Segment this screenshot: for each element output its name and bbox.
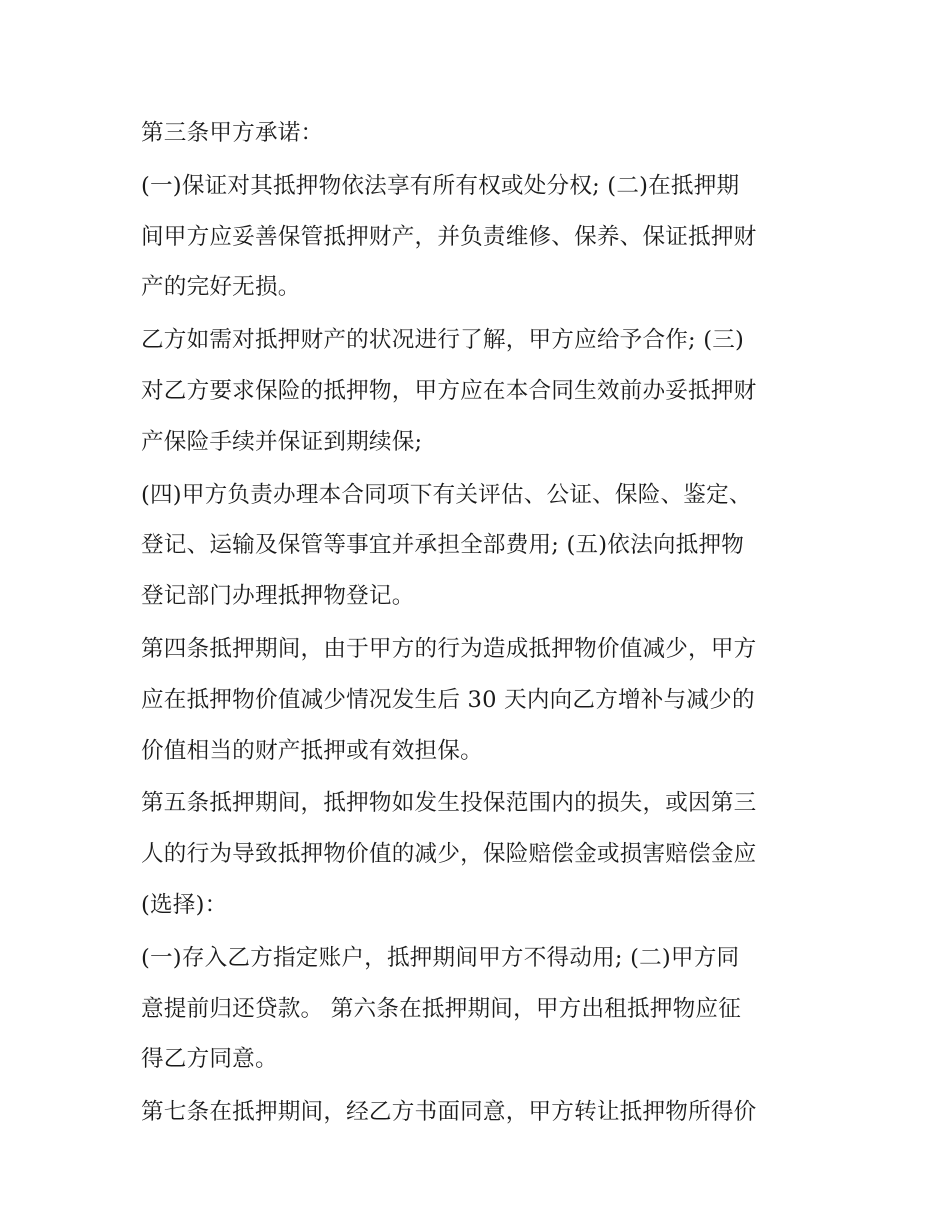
text-line: 价值相当的财产抵押或有效担保。 xyxy=(141,737,483,764)
text-line: (四)甲方负责办理本合同项下有关评估、公证、保险、鉴定、 xyxy=(141,481,752,508)
text-line: 产保险手续并保证到期续保; xyxy=(141,428,423,455)
text-line: 应在抵押物价值减少情况发生后 30 天内向乙方增补与减少的 xyxy=(141,686,755,713)
text-line: 登记、运输及保管等事宜并承担全部费用; (五)依法向抵押物 xyxy=(141,532,745,559)
text-line: 人的行为导致抵押物价值的减少，保险赔偿金或损害赔偿金应 xyxy=(141,841,757,868)
paragraph-article-5-options-and-article-6 xyxy=(141,933,815,1085)
text-line: 对乙方要求保险的抵押物，甲方应在本合同生效前办妥抵押财 xyxy=(141,377,757,404)
text-line: 意提前归还贷款。 第六条在抵押期间，甲方出租抵押物应征 xyxy=(141,995,742,1022)
text-line: 第七条在抵押期间，经乙方书面同意，甲方转让抵押物所得价 xyxy=(141,1099,757,1126)
text-line: 产的完好无损。 xyxy=(141,274,301,301)
text-line: 登记部门办理抵押物登记。 xyxy=(141,583,415,610)
paragraph-article-3-items-4-5 xyxy=(141,470,815,622)
paragraph-article-3-heading xyxy=(141,108,815,159)
paragraph-article-3-item-3 xyxy=(141,315,815,467)
text-line: (一)保证对其抵押物依法享有所有权或处分权; (二)在抵押期 xyxy=(141,172,740,199)
text-line: 第三条甲方承诺： xyxy=(141,120,324,146)
text-line: 间甲方应妥善保管抵押财产，并负责维修、保养、保证抵押财 xyxy=(141,223,757,250)
text-line: (选择)： xyxy=(141,891,228,918)
paragraph-article-5 xyxy=(141,778,815,930)
paragraph-article-4 xyxy=(141,624,815,776)
text-line: 第五条抵押期间，抵押物如发生投保范围内的损失，或因第三 xyxy=(141,790,757,817)
paragraph-article-7 xyxy=(141,1087,815,1138)
text-line: (一)存入乙方指定账户，抵押期间甲方不得动用; (二)甲方同 xyxy=(141,944,740,971)
text-line: 乙方如需对抵押财产的状况进行了解，甲方应给予合作; (三) xyxy=(141,327,745,354)
text-line: 得乙方同意。 xyxy=(141,1046,278,1073)
text-line: 第四条抵押期间，由于甲方的行为造成抵押物价值减少，甲方 xyxy=(141,635,757,662)
paragraph-article-3-items-1-2 xyxy=(141,161,815,313)
document-body xyxy=(141,108,815,1140)
